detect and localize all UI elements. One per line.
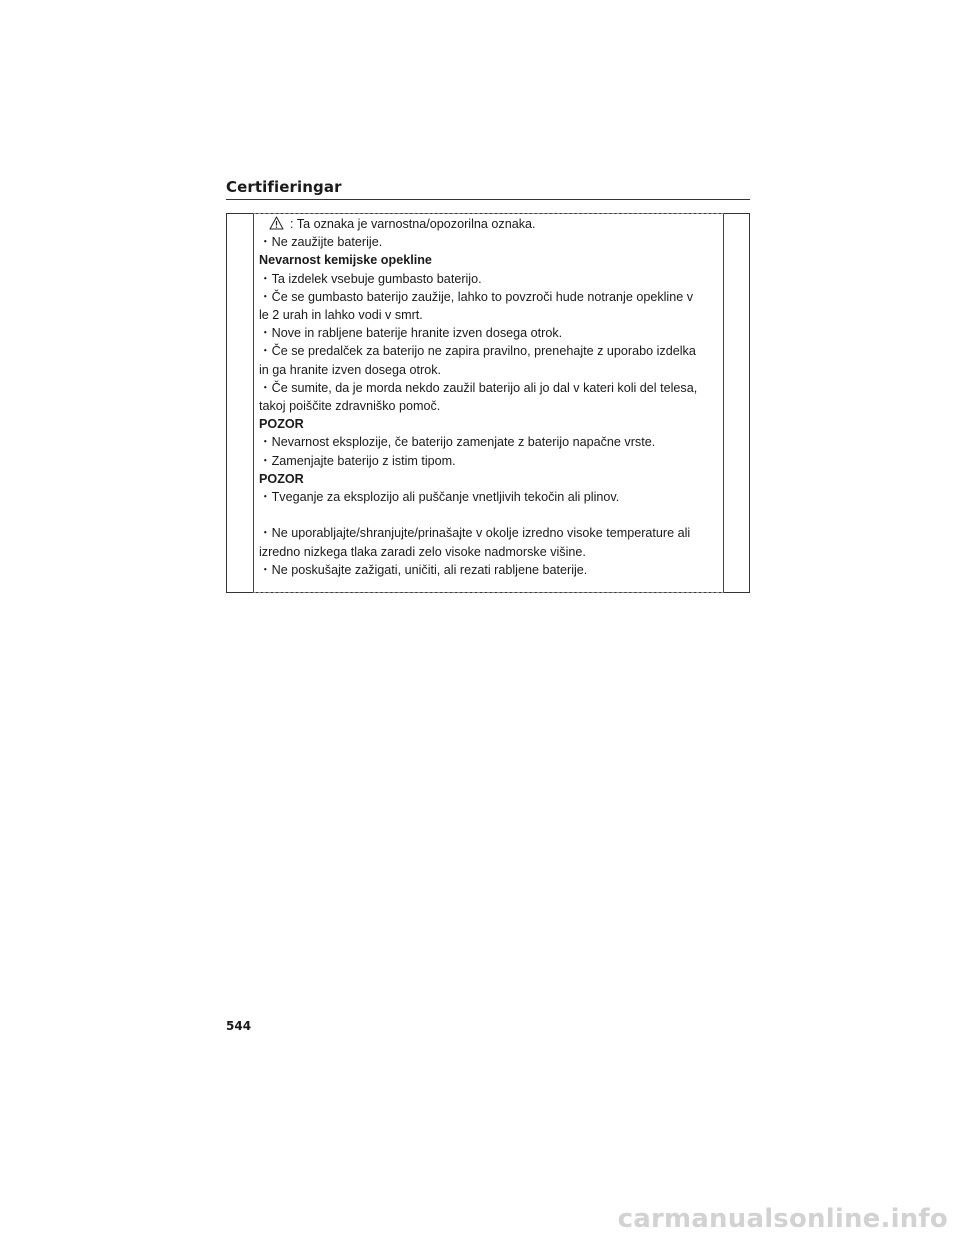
notice-line: ・Ne uporabljajte/shranjujte/prinašajte v okolje izredno visoke temperature ali [259,526,691,541]
notice-line: ・Če sumite, da je morda nekdo zaužil baterijo ali jo dal v kateri koli del telesa, [259,380,698,395]
notice-line: izredno nizkega tlaka zaradi zelo visoke nadmorske višine. [259,544,586,559]
notice-heading: POZOR [259,471,304,486]
notice-line: in ga hranite izven dosega otrok. [259,362,442,377]
notice-line: ・Če se predalček za baterijo ne zapira pravilno, prenehajte z uporabo izdelka [259,344,696,359]
notice-line: ・Nove in rabljene baterije hranite izven dosega otrok. [259,326,563,341]
notice-blank-line [259,506,719,524]
notice-line: ・Tveganje za eksplozijo ali puščanje vnetljivih tekočin ali plinov. [259,490,620,505]
battery-safety-notice [259,215,719,579]
notice-line: ・Ta izdelek vsebuje gumbasto baterijo. [259,271,482,286]
notice-line: le 2 urah in lahko vodi v smrt. [259,308,423,323]
notice-line: ・Ne zaužijte baterije. [259,235,383,250]
section-title: Certifieringar [226,178,342,196]
notice-line: ・Nevarnost eksplozije, če baterijo zamenjate z baterijo napačne vrste. [259,435,656,450]
title-divider [226,199,750,200]
notice-heading: POZOR [259,417,304,432]
notice-heading: Nevarnost kemijske opekline [259,253,432,268]
symbol-legend-text: : Ta oznaka je varnostna/opozorilna oznaka. [290,217,536,231]
notice-line: ・Če se gumbasto baterijo zaužije, lahko to povzroči hude notranje opekline v [259,289,694,304]
symbol-legend-line [259,215,719,233]
watermark: carmanualsonline.info [617,1204,948,1234]
notice-line: takoj poiščite zdravniško pomoč. [259,399,441,414]
notice-line: ・Zamenjajte baterijo z istim tipom. [259,453,456,468]
notice-line: ・Ne poskušajte zažigati, uničiti, ali rezati rabljene baterije. [259,562,588,577]
page-number: 544 [226,1019,252,1033]
warning-triangle-icon [269,216,284,230]
